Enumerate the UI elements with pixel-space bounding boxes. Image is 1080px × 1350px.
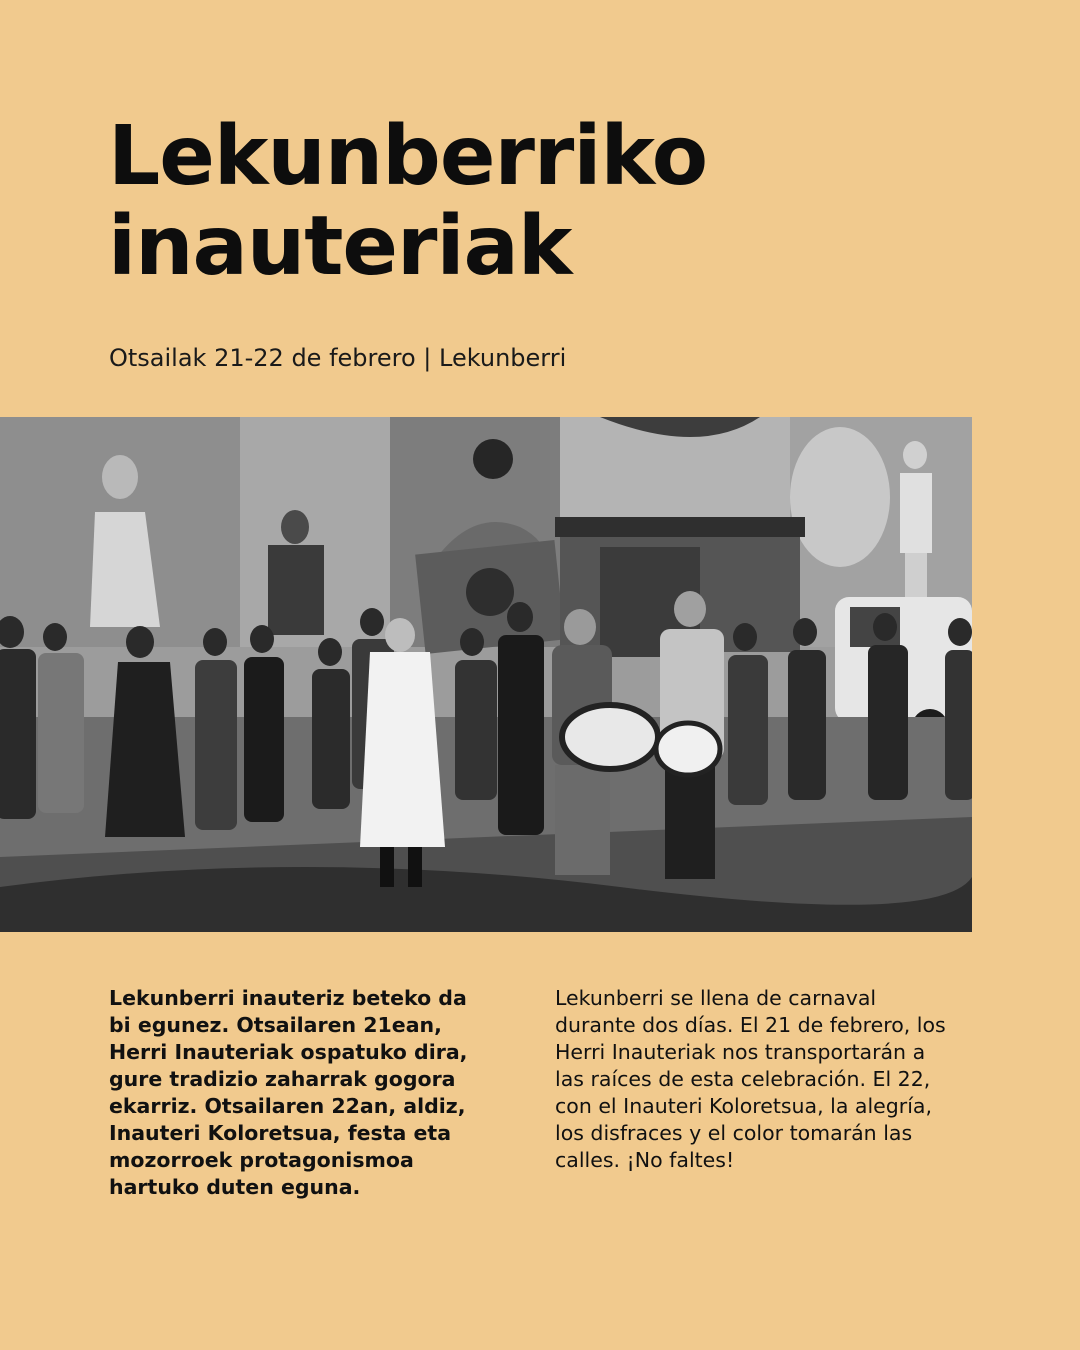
description-spanish: Lekunberri se llena de carnaval durante dos días. El 21 de febrero, los Herri Inauteriak nos transportarán a las raíces de esta celebración. El 22, con el Inauteri Koloretsua, la alegría, los disfraces y el color tomarán las calles. ¡No faltes! — [555, 986, 946, 1172]
page-title — [108, 109, 968, 294]
title-line-1: Lekunberriko — [108, 109, 708, 204]
event-date-location: Otsailak 21-22 de febrero | Lekunberri — [109, 344, 567, 372]
carnival-photo-illustration — [0, 417, 972, 932]
title-line-2: inauteriak — [108, 199, 572, 294]
carnival-photo — [0, 417, 972, 932]
description-basque: Lekunberri inauteriz beteko da bi egunez. Otsailaren 21ean, Herri Inauteriak ospatuko dira, gure tradizio zaharrak gogora ekarriz. Otsailaren 22an, aldiz, Inauteri Koloretsua, festa eta mozorroek protagonismoa hartuko duten eguna. — [109, 986, 468, 1199]
